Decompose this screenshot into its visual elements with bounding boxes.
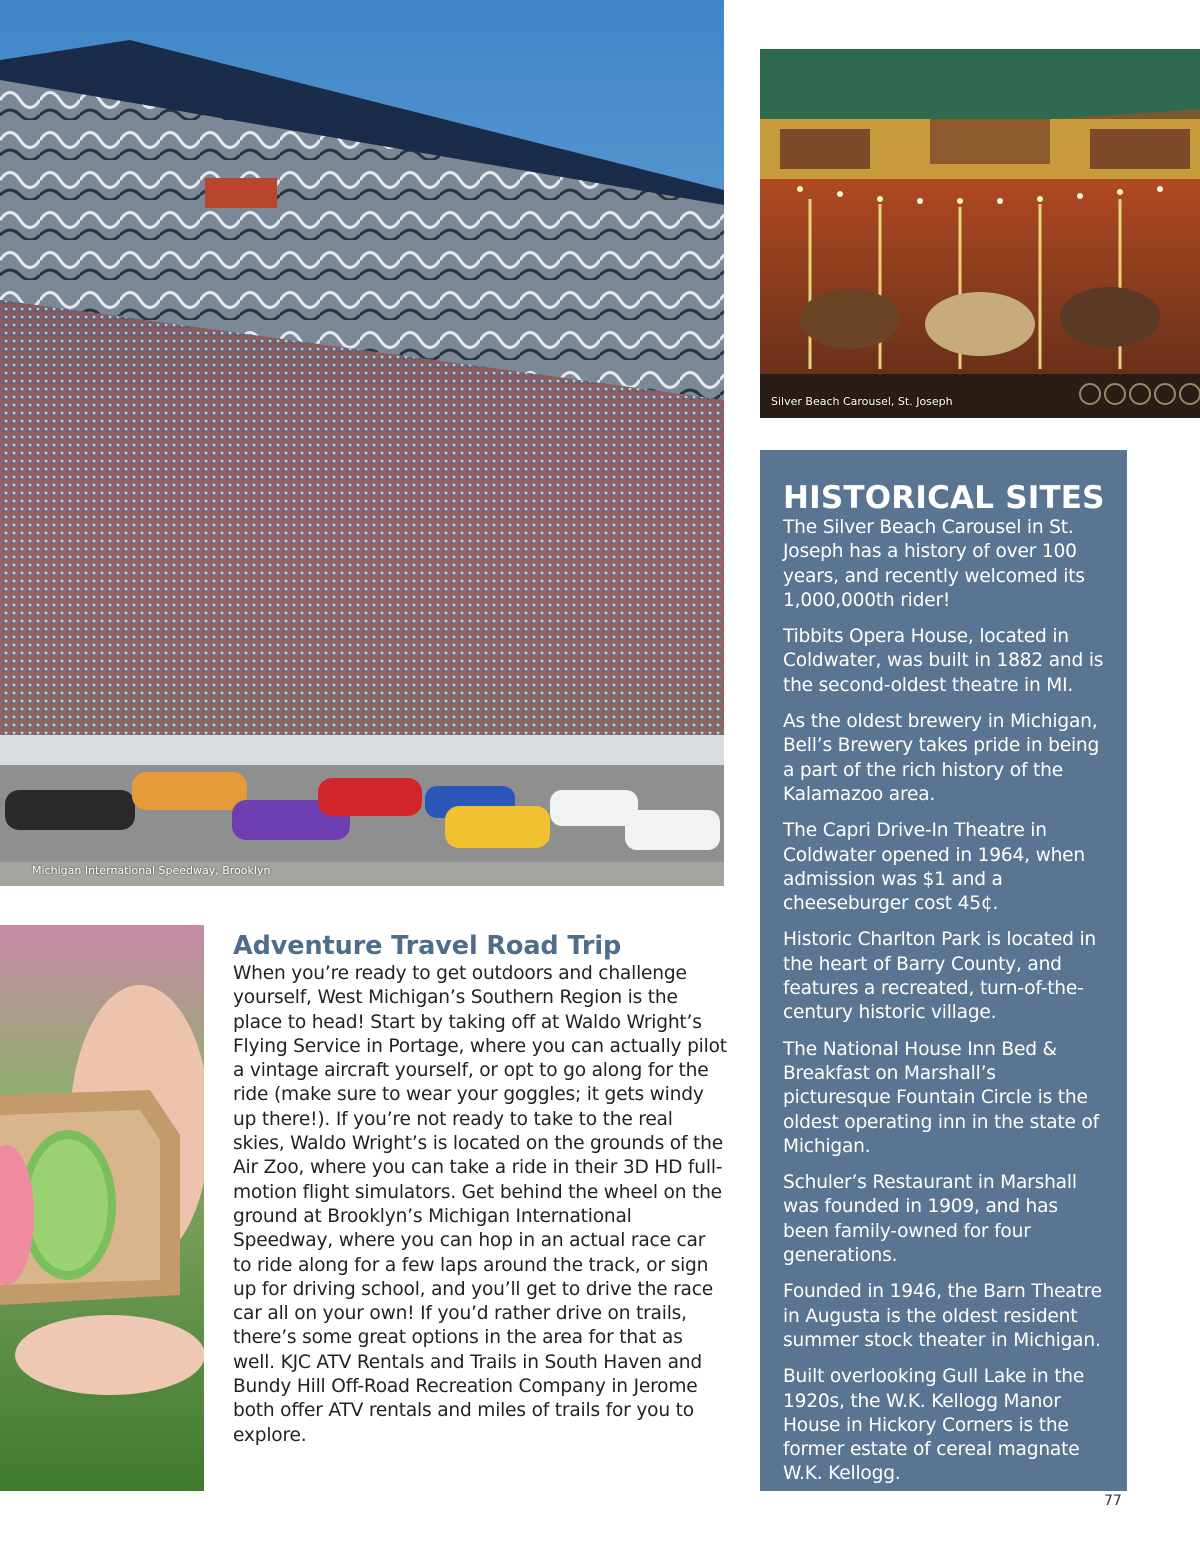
site-paragraph: Founded in 1946, the Barn Theatre in Augusta is the oldest resident summer stock theater in Michigan. <box>783 1281 1102 1351</box>
carousel-photo <box>760 49 1200 418</box>
speedway-image <box>0 0 724 886</box>
site-paragraph: The Silver Beach Carousel in St. Joseph has a history of over 100 years, and recently welcomed its 1,000,000th rider! <box>783 517 1085 611</box>
macaron-image <box>0 925 204 1491</box>
page-number: 77 <box>1104 1493 1122 1509</box>
speedway-photo <box>0 0 724 886</box>
carousel-image <box>760 49 1200 418</box>
site-paragraph: Tibbits Opera House, located in Coldwater, was built in 1882 and is the second-oldest theatre in MI. <box>783 626 1104 696</box>
adventure-body: When you’re ready to get outdoors and challenge yourself, West Michigan’s Southern Region is the place to head! Start by taking off at Waldo Wright’s Flying Service in Portage, where you can actually pilot a vintage aircraft yourself, or opt to go along for the ride (make sure to wear your goggles; it gets windy up there!). If you’re not ready to take to the real skies, Waldo Wright’s is located on the grounds of the Air Zoo, where you can take a ride in their 3D HD full-motion flight simulators. Get behind the wheel on the ground at Brooklyn’s Michigan International Speedway, where you can hop in an actual race car to ride along for a few laps around the track, or sign up for driving school, and you’ll get to drive the race car all on your own! If you’d rather drive on trails, there’s some great options in the area for that as well. KJC ATV Rentals and Trails in South Haven and Bundy Hill Off-Road Recreation Company in Jerome both offer ATV rentals and miles of trails for you to explore. <box>233 963 727 1446</box>
site-paragraph: Schuler’s Restaurant in Marshall was founded in 1909, and has been family-owned for four generations. <box>783 1172 1077 1267</box>
speedway-caption: Michigan International Speedway, Brooklyn <box>32 864 271 877</box>
macaron-photo <box>0 925 204 1491</box>
carousel-caption: Silver Beach Carousel, St. Joseph <box>771 395 953 408</box>
site-paragraph: Built overlooking Gull Lake in the 1920s, the W.K. Kellogg Manor House in Hickory Corners is the former estate of cereal magnate W.K. Kellogg. <box>783 1366 1085 1485</box>
historical-sites-panel <box>760 450 1127 1491</box>
site-paragraph: The Capri Drive-In Theatre in Coldwater opened in 1964, when admission was $1 and a cheeseburger cost 45¢. <box>783 820 1085 915</box>
site-paragraph: The National House Inn Bed & Breakfast on Marshall’s picturesque Fountain Circle is the oldest operating inn in the state of Michigan. <box>783 1038 1099 1157</box>
site-paragraph: Historic Charlton Park is located in the heart of Barry County, and features a recreated, turn-of-the-century historic village. <box>783 929 1096 1024</box>
historical-sites-title: HISTORICAL SITES <box>783 480 1105 516</box>
site-paragraph: As the oldest brewery in Michigan, Bell’s Brewery takes pride in being a part of the rich history of the Kalamazoo area. <box>783 711 1100 805</box>
adventure-title: Adventure Travel Road Trip <box>233 931 622 961</box>
adventure-article <box>233 930 728 1448</box>
